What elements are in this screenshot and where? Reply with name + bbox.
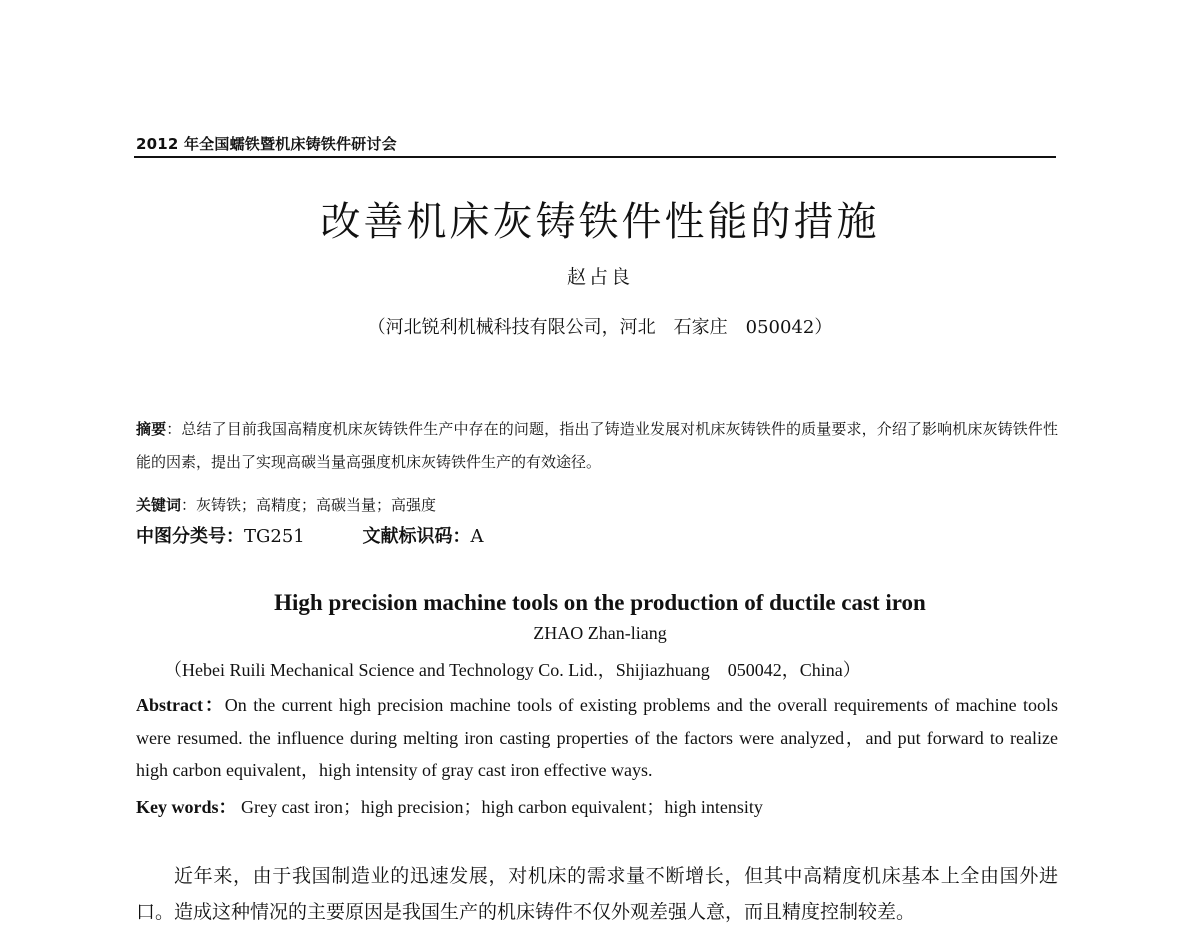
body-paragraph: 近年来，由于我国制造业的迅速发展，对机床的需求量不断增长，但其中高精度机床基本上全由国外进口。造成这种情况的主要原因是我国生产的机床铸件不仅外观差强人意，而且精度控制较差。 (136, 865, 1058, 923)
author-zh: 赵占良 (566, 266, 633, 288)
author-en: ZHAO Zhan-liang (533, 623, 667, 643)
abstract-zh-label: 摘要 (136, 420, 167, 438)
title-zh: 改善机床灰铸铁件性能的措施 (320, 199, 880, 245)
clc-value: TG251 (244, 526, 305, 547)
clc-label: 中图分类号： (136, 526, 244, 547)
keywords-en-label: Key words： (136, 797, 237, 817)
abstract-en-text: On the current high precision machine tools of existing problems and the overall requirements of machine tools were resumed. the influence during melting iron casting properties of the factors were analyzed，and put forward to realize high carbon equivalent，high intensity of gray cast iron effective ways. (136, 695, 1058, 780)
header-rule (134, 156, 1056, 158)
keywords-zh (136, 494, 1058, 515)
abstract-en (136, 689, 1058, 787)
title-en: High precision machine tools on the production of ductile cast iron (274, 590, 926, 615)
doc-code-label: 文献标识码： (362, 526, 471, 547)
running-head: 2012 年全国蠕铁暨机床铸铁件研讨会 (136, 135, 397, 153)
keywords-en-text: Grey cast iron；high precision；high carbon equivalent；high intensity (241, 797, 763, 817)
doc-code-value: A (470, 526, 484, 547)
keywords-zh-label: 关键词 (136, 496, 182, 514)
keywords-en (136, 793, 1058, 819)
keywords-zh-text: ：灰铸铁；高精度；高碳当量；高强度 (181, 496, 437, 514)
affiliation-zh: （河北锐利机械科技有限公司，河北 石家庄 050042） (367, 317, 833, 338)
abstract-zh (136, 413, 1058, 479)
abstract-zh-text: ：总结了目前我国高精度机床灰铸铁件生产中存在的问题，指出了铸造业发展对机床灰铸铁件的质量要求，介绍了影响机床灰铸铁件性能的因素，提出了实现高碳当量高强度机床灰铸铁件生产的有效途径。 (136, 420, 1058, 471)
classification-line (136, 522, 1058, 548)
abstract-en-label: Abstract： (136, 695, 225, 715)
affiliation-en: （Hebei Ruili Mechanical Science and Technology Co. Lid.，Shijiazhuang 050042，China） (164, 660, 861, 680)
